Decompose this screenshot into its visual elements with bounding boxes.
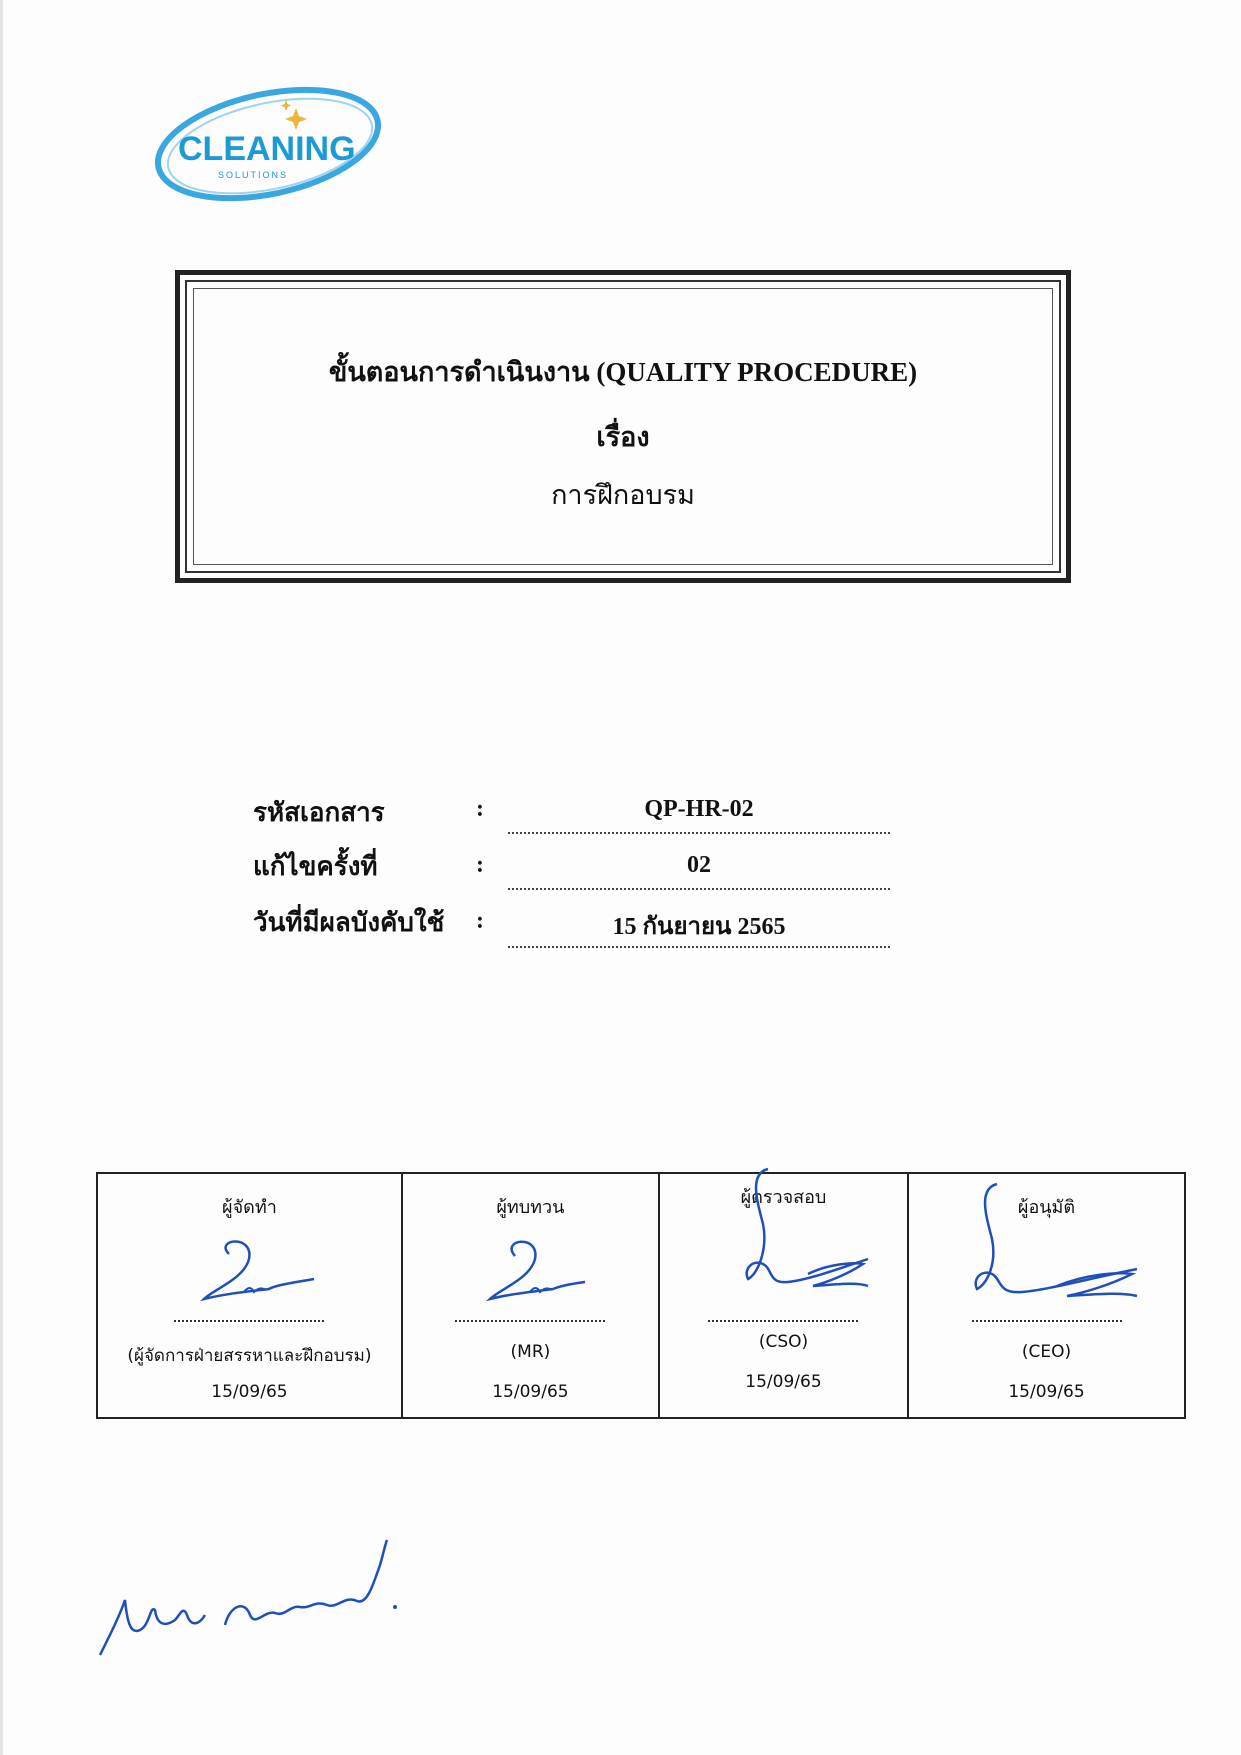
signature-image — [688, 1164, 878, 1314]
approval-cell-prepared — [98, 1174, 403, 1417]
revision-colon: : — [476, 852, 484, 878]
doc-code-dotline — [508, 832, 890, 834]
subject-label: เรื่อง — [596, 422, 650, 452]
role-label: ผู้อนุมัติ — [1017, 1197, 1076, 1218]
signature-line — [174, 1320, 324, 1322]
effective-date-colon: : — [476, 908, 484, 934]
doc-code-value: QP-HR-02 — [644, 796, 754, 822]
doc-code-label: รหัสเอกสาร — [253, 798, 385, 827]
logo-graphic — [148, 78, 388, 208]
sparkle-icon — [285, 108, 307, 130]
approval-cell-reviewed — [403, 1174, 660, 1417]
role-label: ผู้จัดทำ — [222, 1197, 277, 1218]
title-frame — [175, 270, 1071, 583]
effective-date-value: 15 กันยายน 2565 — [612, 914, 786, 940]
logo-tagline-text: SOLUTIONS — [218, 170, 289, 180]
logo-brand-text: CLEANING — [178, 130, 356, 168]
page-edge — [0, 0, 3, 1755]
signature-line — [455, 1320, 605, 1322]
sign-date: 15/09/65 — [492, 1382, 569, 1402]
approval-cell-checked — [660, 1174, 909, 1417]
document-type-title: ขั้นตอนการดำเนินงาน (QUALITY PROCEDURE) — [328, 357, 918, 387]
company-logo — [148, 78, 388, 208]
position-label: (MR) — [510, 1342, 551, 1362]
signature-line — [972, 1320, 1122, 1322]
doc-code-colon: : — [476, 796, 484, 822]
signature-image — [455, 1234, 605, 1314]
revision-dotline — [508, 888, 890, 890]
subject-title: การฝึกอบรม — [551, 480, 695, 511]
effective-date-label: วันที่มีผลบังคับใช้ — [253, 908, 445, 937]
signature-image — [947, 1174, 1147, 1324]
revision-label: แก้ไขครั้งที่ — [253, 852, 378, 881]
position-label: (ผู้จัดการฝ่ายสรรหาและฝึกอบรม) — [127, 1346, 372, 1366]
sign-date: 15/09/65 — [745, 1372, 822, 1392]
position-label: (CEO) — [1021, 1342, 1072, 1362]
revision-value: 02 — [687, 852, 711, 878]
role-label: ผู้ตรวจสอบ — [740, 1187, 827, 1208]
signature-image — [174, 1234, 324, 1314]
approval-cell-approved — [909, 1174, 1184, 1417]
signature-line — [708, 1320, 858, 1322]
sign-date: 15/09/65 — [211, 1382, 288, 1402]
effective-date-dotline — [508, 946, 890, 948]
approval-table — [96, 1172, 1186, 1419]
position-label: (CSO) — [758, 1332, 809, 1352]
handwritten-signature — [95, 1535, 425, 1665]
sign-date: 15/09/65 — [1008, 1382, 1085, 1402]
role-label: ผู้ทบทวน — [496, 1197, 565, 1218]
